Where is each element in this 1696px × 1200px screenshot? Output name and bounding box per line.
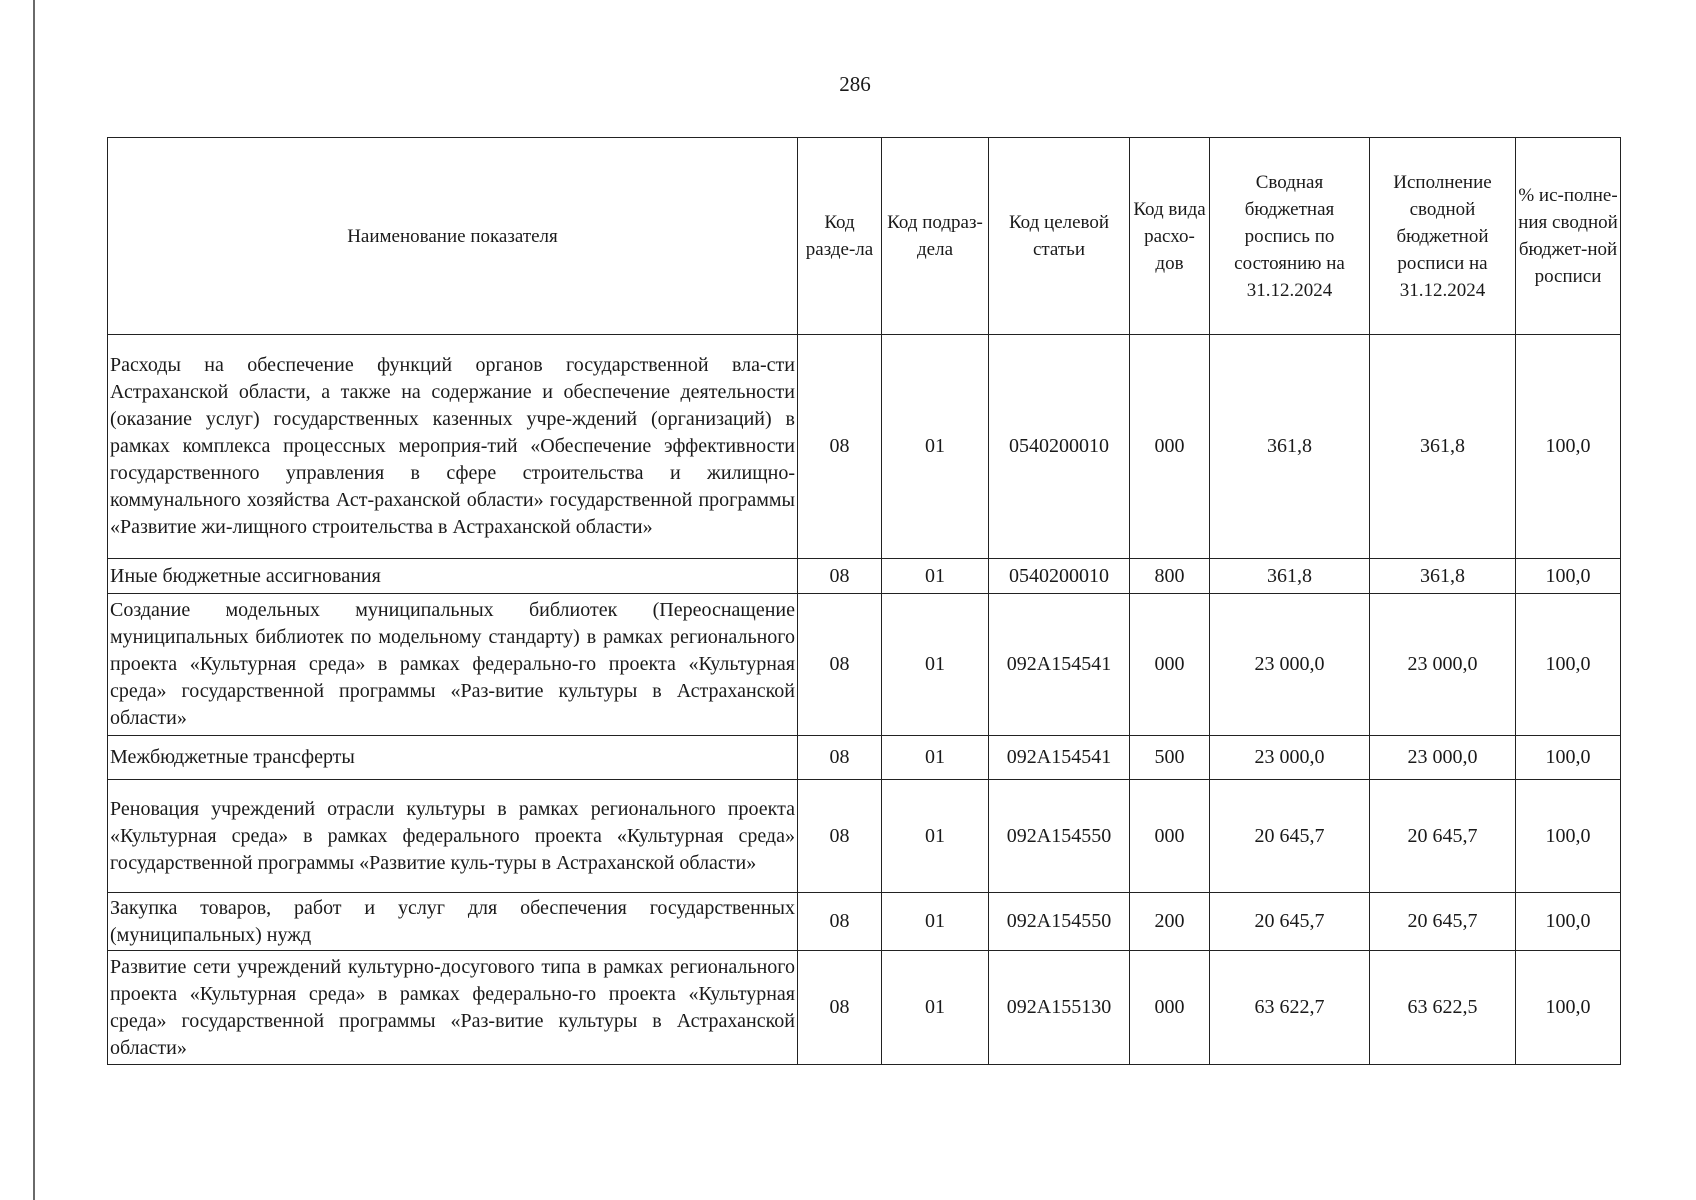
row-subsection-code: 01 bbox=[882, 736, 989, 780]
table-header-row bbox=[108, 138, 1621, 335]
row-section-code: 08 bbox=[798, 736, 882, 780]
row-expense-type-code: 000 bbox=[1130, 951, 1210, 1065]
row-budget-execution: 23 000,0 bbox=[1370, 594, 1516, 736]
row-budget-plan: 20 645,7 bbox=[1210, 780, 1370, 893]
page-number: 286 bbox=[839, 72, 871, 96]
row-name: Межбюджетные трансферты bbox=[108, 736, 798, 780]
row-target-item-code: 0540200010 bbox=[989, 559, 1130, 594]
row-budget-execution: 361,8 bbox=[1370, 335, 1516, 559]
row-budget-plan: 23 000,0 bbox=[1210, 736, 1370, 780]
table-row bbox=[108, 780, 1621, 893]
header-subsection-code: Код подраз-дела bbox=[882, 138, 989, 335]
row-section-code: 08 bbox=[798, 559, 882, 594]
row-execution-percent: 100,0 bbox=[1516, 736, 1621, 780]
page-margin-line bbox=[33, 0, 35, 1200]
header-execution-percent: % ис-полне-ния сводной бюджет-ной росписи bbox=[1516, 138, 1621, 335]
row-budget-plan: 361,8 bbox=[1210, 559, 1370, 594]
row-expense-type-code: 800 bbox=[1130, 559, 1210, 594]
row-execution-percent: 100,0 bbox=[1516, 559, 1621, 594]
row-target-item-code: 092A154541 bbox=[989, 594, 1130, 736]
row-target-item-code: 092A155130 bbox=[989, 951, 1130, 1065]
row-target-item-code: 092A154550 bbox=[989, 780, 1130, 893]
row-execution-percent: 100,0 bbox=[1516, 780, 1621, 893]
row-section-code: 08 bbox=[798, 594, 882, 736]
row-subsection-code: 01 bbox=[882, 780, 989, 893]
table-row bbox=[108, 335, 1621, 559]
row-name: Иные бюджетные ассигнования bbox=[108, 559, 798, 594]
row-subsection-code: 01 bbox=[882, 335, 989, 559]
row-subsection-code: 01 bbox=[882, 594, 989, 736]
row-name: Развитие сети учреждений культурно-досугового типа в рамках регионального проекта «Культурная среда» в рамках федерально-го проекта «Культурная среда» государственной программы «Раз-витие культуры в Астраханской области» bbox=[108, 951, 798, 1065]
row-budget-execution: 20 645,7 bbox=[1370, 893, 1516, 951]
row-subsection-code: 01 bbox=[882, 893, 989, 951]
table-row bbox=[108, 594, 1621, 736]
row-target-item-code: 092A154550 bbox=[989, 893, 1130, 951]
table-row bbox=[108, 559, 1621, 594]
header-name: Наименование показателя bbox=[108, 138, 798, 335]
row-target-item-code: 092A154541 bbox=[989, 736, 1130, 780]
row-expense-type-code: 200 bbox=[1130, 893, 1210, 951]
row-subsection-code: 01 bbox=[882, 951, 989, 1065]
row-expense-type-code: 000 bbox=[1130, 594, 1210, 736]
row-budget-plan: 361,8 bbox=[1210, 335, 1370, 559]
table-row bbox=[108, 893, 1621, 951]
row-name: Реновация учреждений отрасли культуры в рамках регионального проекта «Культурная среда» в рамках федерального проекта «Культурная среда» государственной программы «Развитие куль-туры в Астраханской области» bbox=[108, 780, 798, 893]
row-expense-type-code: 000 bbox=[1130, 335, 1210, 559]
row-execution-percent: 100,0 bbox=[1516, 335, 1621, 559]
header-budget-plan: Сводная бюджетная роспись по состоянию на 31.12.2024 bbox=[1210, 138, 1370, 335]
row-subsection-code: 01 bbox=[882, 559, 989, 594]
header-target-item-code: Код целевой статьи bbox=[989, 138, 1130, 335]
table-row bbox=[108, 736, 1621, 780]
row-section-code: 08 bbox=[798, 335, 882, 559]
header-section-code: Код разде-ла bbox=[798, 138, 882, 335]
row-execution-percent: 100,0 bbox=[1516, 951, 1621, 1065]
row-execution-percent: 100,0 bbox=[1516, 893, 1621, 951]
row-target-item-code: 0540200010 bbox=[989, 335, 1130, 559]
row-budget-plan: 63 622,7 bbox=[1210, 951, 1370, 1065]
budget-execution-table bbox=[107, 137, 1621, 1065]
row-execution-percent: 100,0 bbox=[1516, 594, 1621, 736]
row-budget-execution: 20 645,7 bbox=[1370, 780, 1516, 893]
header-budget-execution: Исполнение сводной бюджетной росписи на 31.12.2024 bbox=[1370, 138, 1516, 335]
row-expense-type-code: 000 bbox=[1130, 780, 1210, 893]
row-budget-plan: 20 645,7 bbox=[1210, 893, 1370, 951]
row-section-code: 08 bbox=[798, 893, 882, 951]
row-name: Расходы на обеспечение функций органов государственной вла-сти Астраханской области, а также на содержание и обеспечение деятельности (оказание услуг) государственных казенных учре-ждений (организаций) в рамках комплекса процессных мероприя-тий «Обеспечение эффективности государственного управления в сфере строительства и жилищно-коммунального хозяйства Аст-раханской области» государственной программы «Развитие жи-лищного строительства в Астраханской области» bbox=[108, 335, 798, 559]
row-expense-type-code: 500 bbox=[1130, 736, 1210, 780]
row-budget-execution: 23 000,0 bbox=[1370, 736, 1516, 780]
table-row bbox=[108, 951, 1621, 1065]
row-budget-plan: 23 000,0 bbox=[1210, 594, 1370, 736]
row-section-code: 08 bbox=[798, 951, 882, 1065]
row-name: Закупка товаров, работ и услуг для обеспечения государственных (муниципальных) нужд bbox=[108, 893, 798, 951]
header-expense-type-code: Код вида расхо-дов bbox=[1130, 138, 1210, 335]
row-name: Создание модельных муниципальных библиотек (Переоснащение муниципальных библиотек по модельному стандарту) в рамках регионального проекта «Культурная среда» в рамках федерально-го проекта «Культурная среда» государственной программы «Раз-витие культуры в Астраханской области» bbox=[108, 594, 798, 736]
row-section-code: 08 bbox=[798, 780, 882, 893]
row-budget-execution: 63 622,5 bbox=[1370, 951, 1516, 1065]
row-budget-execution: 361,8 bbox=[1370, 559, 1516, 594]
